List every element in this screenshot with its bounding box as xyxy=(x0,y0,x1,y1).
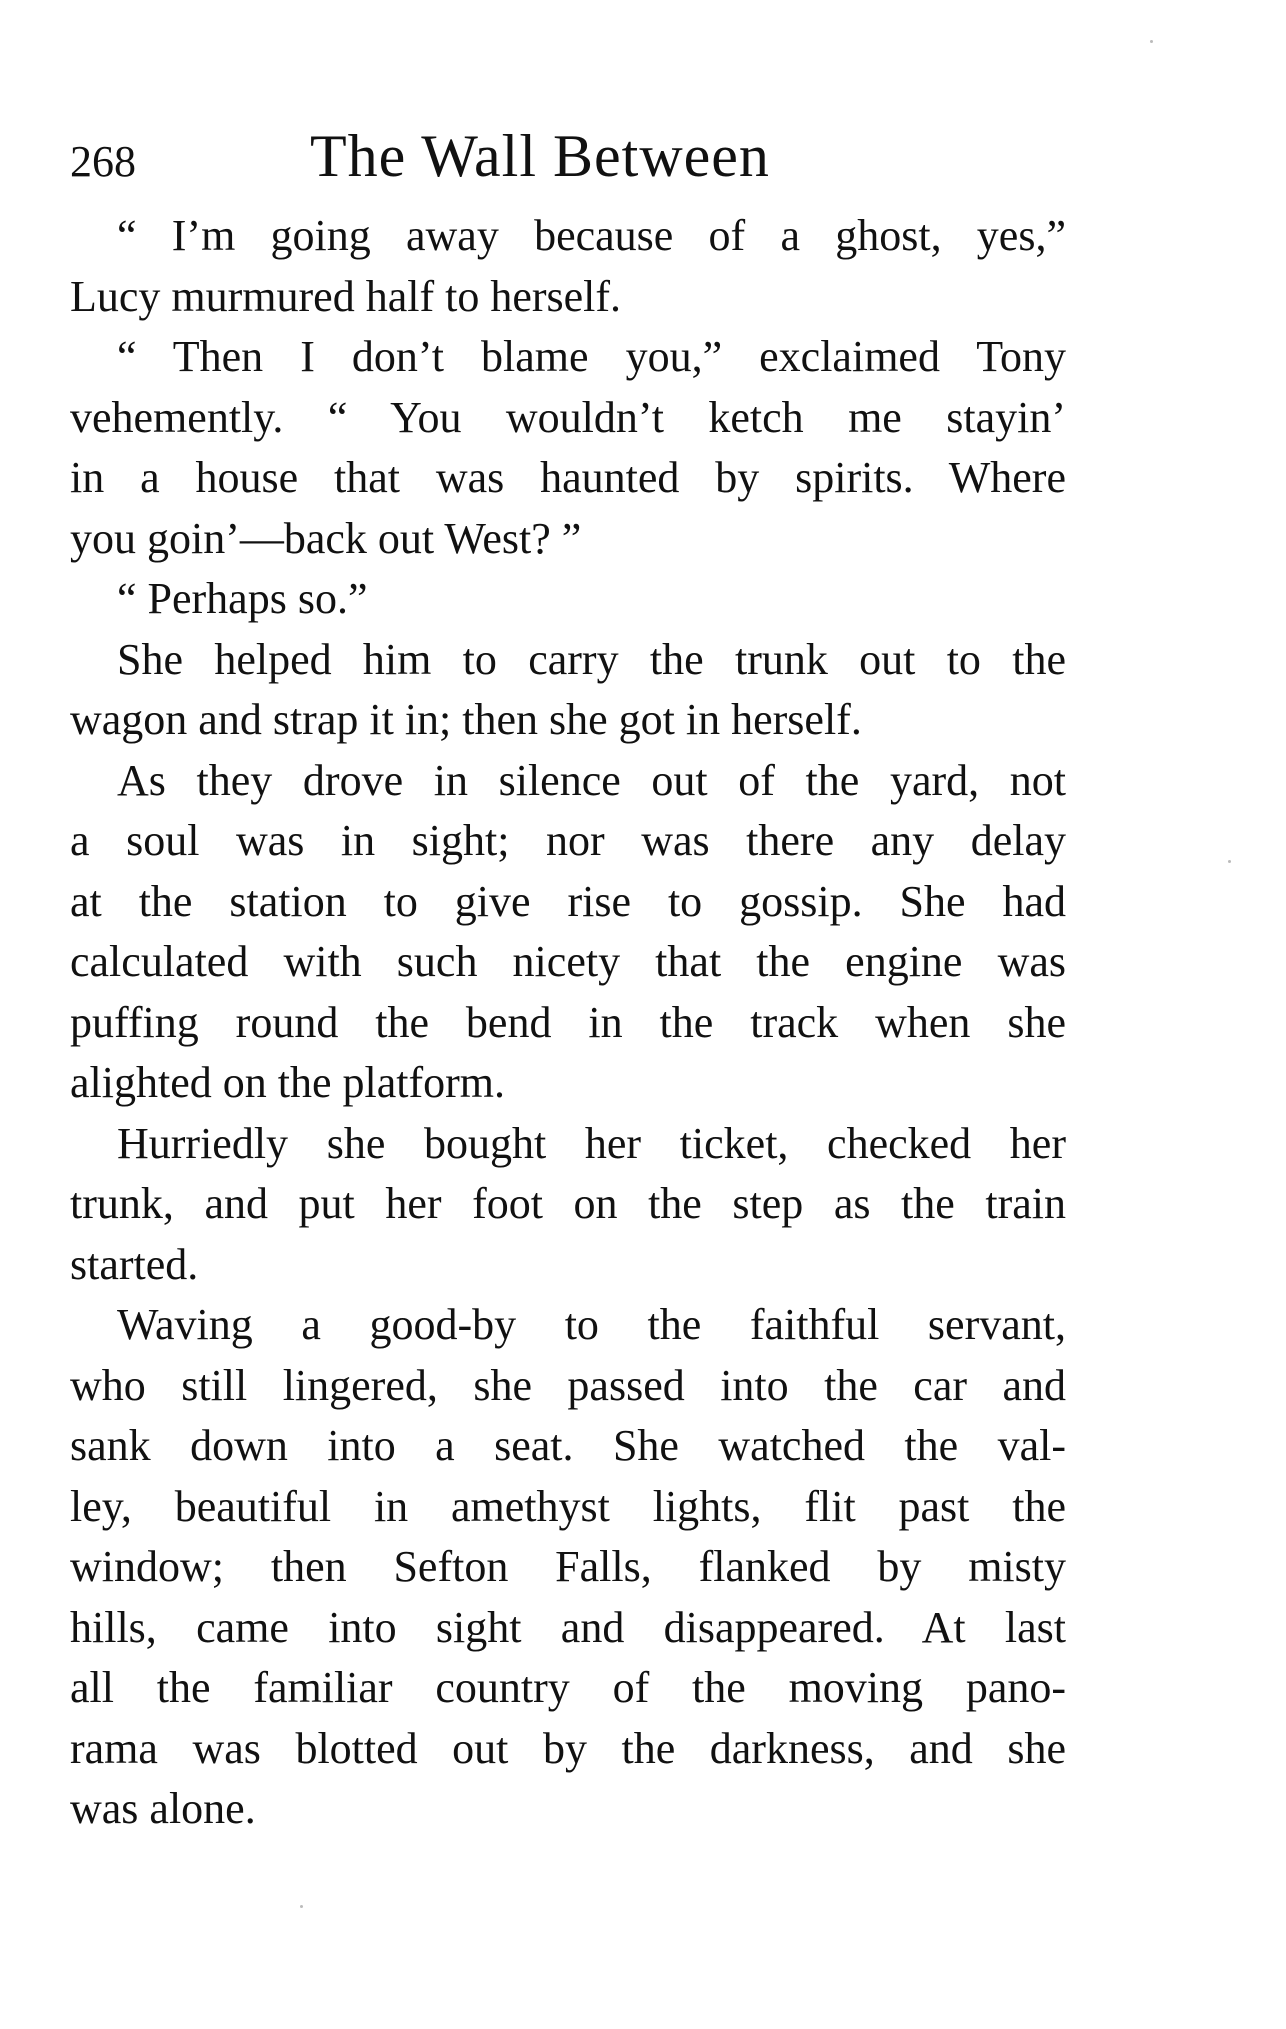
text-line: vehemently. “ You wouldn’t ketch me stayin’ xyxy=(70,392,1066,442)
text-line: trunk, and put her foot on the step as the train xyxy=(70,1179,1066,1228)
text-line: ley, beautiful in amethyst lights, flit past the xyxy=(70,1481,1066,1531)
text-line: puffing round the bend in the track when she xyxy=(70,997,1066,1047)
body-text xyxy=(70,206,1066,1840)
text-line: window; then Sefton Falls, flanked by misty xyxy=(70,1542,1066,1591)
text-line: “ Perhaps so.” xyxy=(117,574,368,623)
text-line: in a house that was haunted by spirits. Where xyxy=(70,453,1066,502)
text-line: “ Then I don’t blame you,” exclaimed Tony xyxy=(117,332,1066,381)
text-line: at the station to give rise to gossip. She had xyxy=(70,876,1066,926)
scan-speck xyxy=(300,1905,303,1908)
paragraph xyxy=(70,1114,1066,1296)
paragraph xyxy=(70,1295,1066,1840)
text-line: “ I’m going away because of a ghost, yes,” xyxy=(117,211,1066,260)
text-line: wagon and strap it in; then she got in herself. xyxy=(70,695,862,744)
text-line: you goin’—back out West? ” xyxy=(70,513,582,563)
running-head: The Wall Between xyxy=(310,123,770,189)
text-line: sank down into a seat. She watched the val- xyxy=(70,1421,1066,1470)
page-number: 268 xyxy=(70,137,136,186)
paragraph xyxy=(70,327,1066,569)
text-line: was alone. xyxy=(70,1784,256,1833)
text-line: calculated with such nicety that the engine was xyxy=(70,937,1066,986)
text-line: all the familiar country of the moving pano- xyxy=(70,1663,1066,1712)
paragraph xyxy=(70,751,1066,1114)
scan-speck xyxy=(1150,40,1153,43)
scan-speck xyxy=(1228,860,1231,863)
paragraph xyxy=(70,569,1066,630)
text-line: Lucy murmured half to herself. xyxy=(70,271,622,321)
text-line: rama was blotted out by the darkness, and she xyxy=(70,1723,1066,1773)
text-line: She helped him to carry the trunk out to the xyxy=(117,634,1066,684)
text-line: alighted on the platform. xyxy=(70,1058,505,1107)
text-line: started. xyxy=(70,1239,199,1289)
text-line: who still lingered, she passed into the car and xyxy=(70,1360,1066,1410)
paragraph xyxy=(70,206,1066,327)
paragraph xyxy=(70,630,1066,751)
text-line: a soul was in sight; nor was there any delay xyxy=(70,816,1066,865)
text-line: Hurriedly she bought her ticket, checked her xyxy=(117,1118,1066,1168)
text-line: Waving a good-by to the faithful servant, xyxy=(117,1300,1066,1349)
text-line: hills, came into sight and disappeared. At last xyxy=(70,1602,1066,1652)
page-header xyxy=(70,118,1070,198)
text-line: As they drove in silence out of the yard, not xyxy=(117,755,1066,805)
